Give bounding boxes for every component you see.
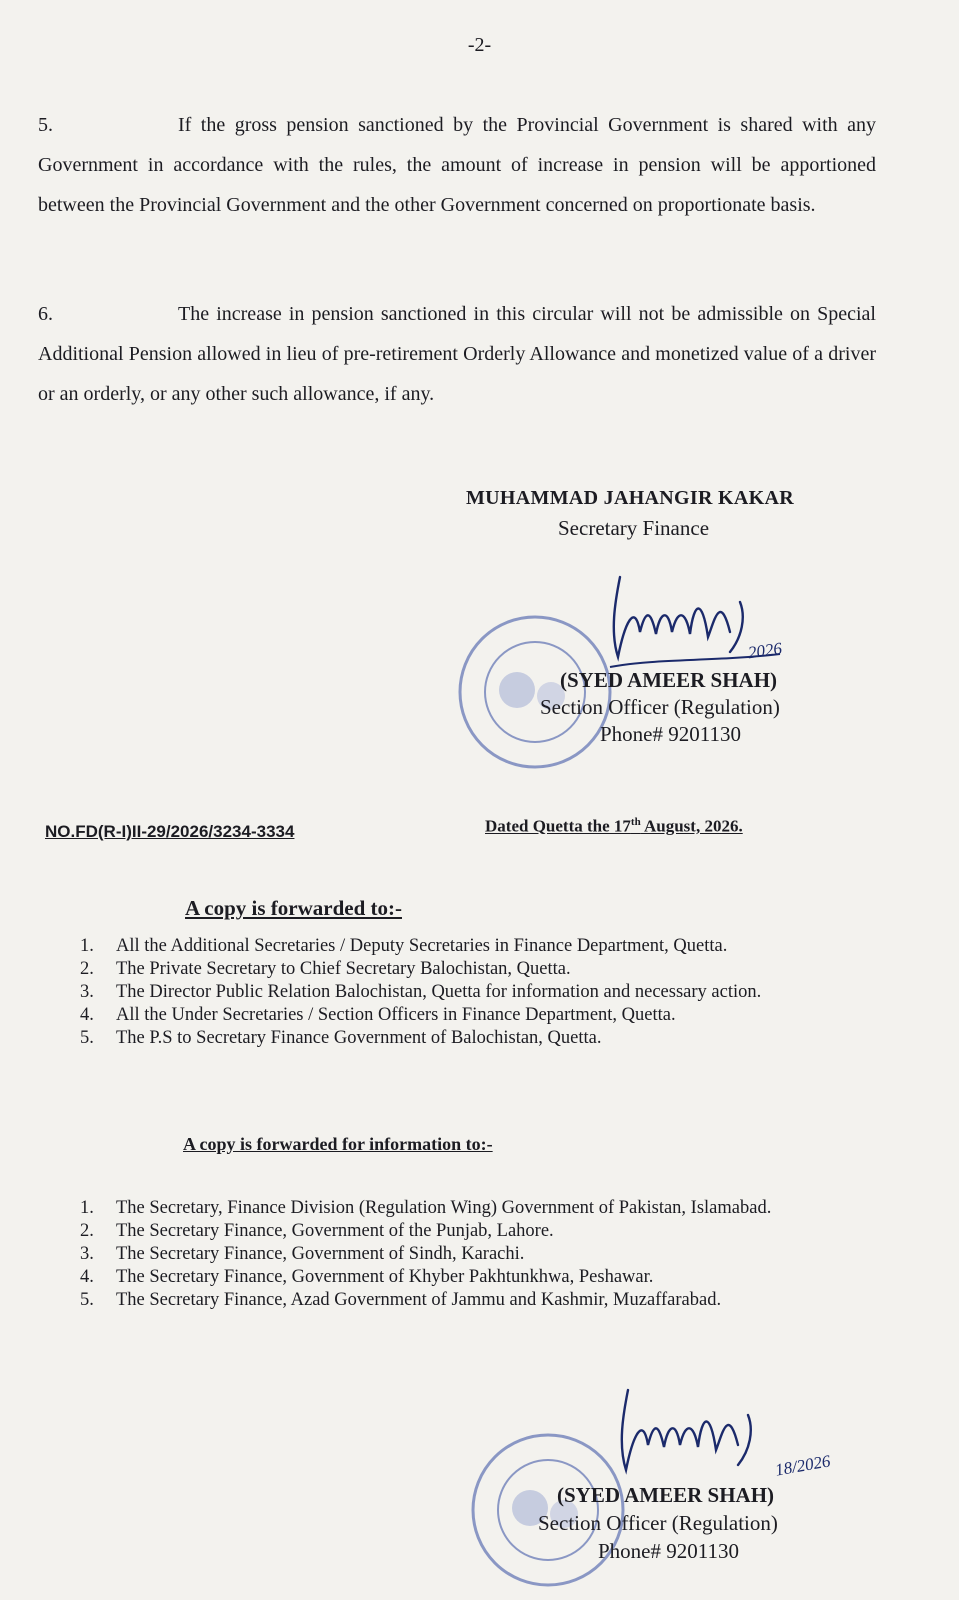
list-item: 2. The Private Secretary to Chief Secretary Balochistan, Quetta. <box>80 959 571 979</box>
signatory-designation: Secretary Finance <box>558 516 710 540</box>
list-item: 5. The P.S to Secretary Finance Government of Balochistan, Quetta. <box>80 1028 602 1048</box>
copy-information-heading: A copy is forwarded for information to:- <box>183 1134 493 1154</box>
handwritten-date: 18/2026 <box>773 1451 832 1480</box>
reference-number: NO.FD(R-I)II-29/2026/3234-3334 <box>45 822 295 841</box>
copy-information-list <box>80 1197 876 1312</box>
signatory-name: MUHAMMAD JAHANGIR KAKAR <box>466 487 794 509</box>
section-officer-name: (SYED AMEER SHAH) <box>557 1483 775 1507</box>
paragraph-text: If the gross pension sanctioned by the Provincial Government is shared with any Government in accordance with the rules, the amount of increase in pension will be apportioned between the Provincial Government and the other Government concerned on proportionate basis. <box>38 114 876 216</box>
list-item: 1. All the Additional Secretaries / Deputy Secretaries in Finance Department, Quetta. <box>80 936 728 956</box>
paragraph-number: 6. <box>38 303 53 325</box>
section-officer-designation: Section Officer (Regulation) <box>538 1511 778 1535</box>
paragraph-number: 5. <box>38 114 53 136</box>
list-item: 4. All the Under Secretaries / Section Officers in Finance Department, Quetta. <box>80 1005 676 1025</box>
list-item: 4. The Secretary Finance, Government of Khyber Pakhtunkhwa, Peshawar. <box>80 1267 654 1287</box>
dated-line: Dated Quetta the 17th August, 2026. <box>485 816 743 836</box>
copy-forwarded-heading: A copy is forwarded to:- <box>185 896 402 920</box>
list-item: 1. The Secretary, Finance Division (Regulation Wing) Government of Pakistan, Islamabad. <box>80 1198 772 1218</box>
section-officer-designation: Section Officer (Regulation) <box>540 695 780 719</box>
paragraph-5 <box>38 105 876 225</box>
list-item: 2. The Secretary Finance, Government of the Punjab, Lahore. <box>80 1221 554 1241</box>
section-officer-phone: Phone# 9201130 <box>598 1539 739 1563</box>
section-officer-phone: Phone# 9201130 <box>600 722 741 746</box>
section-officer-name: (SYED AMEER SHAH) <box>560 668 778 692</box>
list-item: 5. The Secretary Finance, Azad Government of Jammu and Kashmir, Muzaffarabad. <box>80 1290 722 1310</box>
paragraph-6 <box>38 294 876 414</box>
copy-forwarded-list <box>80 935 876 1050</box>
paragraph-text: The increase in pension sanctioned in this circular will not be admissible on Special Additional Pension allowed in lieu of pre-retirement Orderly Allowance and monetized value of a driver or an orderly, or any other such allowance, if any. <box>38 303 876 405</box>
list-item: 3. The Secretary Finance, Government of Sindh, Karachi. <box>80 1244 525 1264</box>
page-number: -2- <box>467 34 492 56</box>
list-item: 3. The Director Public Relation Balochistan, Quetta for information and necessary action. <box>80 982 762 1002</box>
handwritten-date: 2026 <box>746 638 784 663</box>
